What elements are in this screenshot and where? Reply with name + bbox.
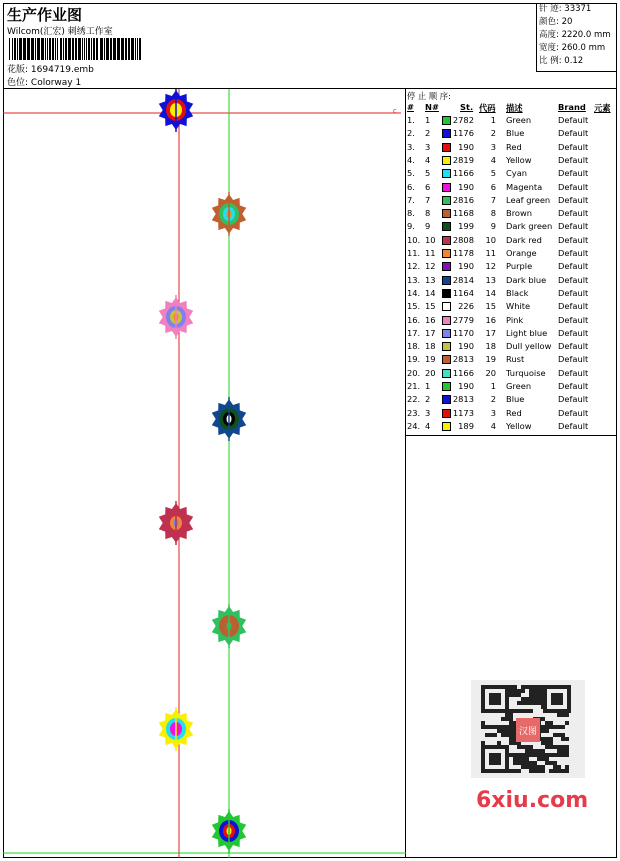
sequence-row <box>406 340 617 353</box>
row-code: 2 <box>490 394 496 405</box>
sequence-header <box>406 102 617 114</box>
stat-width: 宽度: 260.0 mm <box>539 43 606 53</box>
row-stitches: 2782 <box>452 115 474 125</box>
row-description: Green <box>506 115 532 125</box>
row-brand: Default <box>558 420 589 431</box>
row-index: 14. <box>407 287 421 298</box>
row-brand: Default <box>558 115 589 125</box>
row-index: 4. <box>407 154 415 165</box>
row-code: 7 <box>490 194 496 205</box>
col-header-st: St. <box>460 102 474 112</box>
sequence-row <box>406 141 617 154</box>
row-needle: 20 <box>425 367 436 378</box>
colorway-value: Colorway 1 <box>30 78 82 88</box>
row-brand: Default <box>558 261 589 272</box>
embroidery-motif <box>212 397 246 441</box>
sequence-row <box>406 287 617 300</box>
row-brand: Default <box>558 168 589 179</box>
embroidery-motif <box>159 295 193 339</box>
color-swatch <box>442 382 451 391</box>
sequence-row <box>406 300 617 313</box>
sequence-row <box>406 234 617 247</box>
row-index: 12. <box>407 261 421 272</box>
row-stitches: 226 <box>458 301 474 312</box>
row-description: Leaf green <box>506 194 551 205</box>
row-stitches: 190 <box>458 141 474 152</box>
row-description: Yellow <box>506 154 532 165</box>
row-needle: 9 <box>425 221 431 232</box>
row-stitches: 1168 <box>452 208 474 219</box>
design-preview-svg <box>3 89 406 858</box>
row-index: 13. <box>407 274 421 285</box>
row-index: 24. <box>407 420 421 431</box>
sequence-row <box>406 127 617 140</box>
row-description: Yellow <box>506 420 532 431</box>
row-index: 5. <box>407 168 415 179</box>
row-code: 5 <box>490 168 496 179</box>
row-description: Turquoise <box>506 367 546 378</box>
row-index: 18. <box>407 341 421 352</box>
colorway <box>7 75 81 88</box>
row-description: Dark red <box>506 234 542 245</box>
color-swatch <box>442 409 451 418</box>
row-needle: 1 <box>425 381 431 391</box>
row-code: 14 <box>485 287 496 298</box>
sequence-row <box>406 207 617 220</box>
row-code: 4 <box>490 154 496 165</box>
sequence-row <box>406 220 617 233</box>
color-swatch <box>442 156 451 165</box>
row-code: 13 <box>485 274 496 285</box>
row-needle: 3 <box>425 141 431 152</box>
color-swatch <box>442 249 451 258</box>
qr-code-image <box>471 680 585 778</box>
row-stitches: 2813 <box>452 354 474 365</box>
row-brand: Default <box>558 394 589 405</box>
row-description: Rust <box>506 354 525 365</box>
row-brand: Default <box>558 314 589 325</box>
row-code: 18 <box>485 341 496 352</box>
sequence-row <box>406 314 617 327</box>
row-stitches: 190 <box>458 341 474 352</box>
row-description: White <box>506 301 531 312</box>
row-index: 16. <box>407 314 421 325</box>
row-code: 20 <box>485 367 496 378</box>
row-brand: Default <box>558 287 589 298</box>
row-brand: Default <box>558 248 589 258</box>
row-stitches: 199 <box>458 221 474 232</box>
row-index: 17. <box>407 327 421 338</box>
row-code: 19 <box>485 354 496 365</box>
sequence-title: 停 止 顺 序: <box>407 91 451 101</box>
color-swatch <box>442 289 451 298</box>
row-stitches: 1178 <box>452 248 474 258</box>
row-brand: Default <box>558 381 589 391</box>
row-needle: 14 <box>425 287 436 298</box>
row-description: Brown <box>506 208 533 219</box>
color-swatch <box>442 316 451 325</box>
row-code: 8 <box>490 208 496 219</box>
stat-scale: 比 例: 0.12 <box>539 56 584 66</box>
row-description: Green <box>506 381 532 391</box>
row-description: Cyan <box>506 168 528 179</box>
row-code: 3 <box>490 407 496 418</box>
sequence-row <box>406 367 617 380</box>
design-file <box>7 62 94 75</box>
col-header-no: N# <box>425 102 439 112</box>
row-stitches: 1173 <box>452 407 474 418</box>
row-index: 11. <box>407 248 421 258</box>
page-title: 生产作业图 <box>7 6 83 24</box>
row-index: 1. <box>407 115 415 125</box>
sequence-row <box>406 353 617 366</box>
row-brand: Default <box>558 141 589 152</box>
row-stitches: 1164 <box>452 287 474 298</box>
row-stitches: 2813 <box>452 394 474 405</box>
col-header-brand: Brand <box>558 102 586 112</box>
stats-panel <box>536 3 617 72</box>
row-brand: Default <box>558 234 589 245</box>
row-description: Dark green <box>506 221 553 232</box>
row-index: 19. <box>407 354 421 365</box>
row-brand: Default <box>558 327 589 338</box>
stat-height: 高度: 2220.0 mm <box>539 30 611 40</box>
sequence-row <box>406 274 617 287</box>
row-needle: 8 <box>425 208 431 219</box>
row-description: Magenta <box>506 181 543 192</box>
row-description: Orange <box>506 248 537 258</box>
row-description: Red <box>506 407 522 418</box>
row-needle: 1 <box>425 115 431 125</box>
row-index: 8. <box>407 208 415 219</box>
row-stitches: 2819 <box>452 154 474 165</box>
color-swatch <box>442 143 451 152</box>
row-brand: Default <box>558 341 589 352</box>
sequence-row <box>406 407 617 420</box>
colorway-label: 色位: <box>7 78 29 88</box>
row-code: 2 <box>490 128 496 139</box>
row-code: 1 <box>490 115 496 125</box>
row-index: 15. <box>407 301 421 312</box>
row-index: 9. <box>407 221 415 232</box>
row-needle: 4 <box>425 420 431 431</box>
row-code: 10 <box>485 234 496 245</box>
row-needle: 2 <box>425 128 431 139</box>
design-label: 花版: <box>7 65 29 75</box>
sequence-row <box>406 167 617 180</box>
col-header-elem: 元素 <box>594 103 611 113</box>
sequence-row <box>406 181 617 194</box>
qr-badge-text: 汉图 <box>518 727 538 737</box>
row-needle: 19 <box>425 354 436 365</box>
stop-sequence-panel <box>406 89 617 436</box>
row-needle: 18 <box>425 341 436 352</box>
row-description: Light blue <box>506 327 548 338</box>
row-stitches: 2779 <box>452 314 474 325</box>
color-swatch <box>442 276 451 285</box>
row-stitches: 1166 <box>452 367 474 378</box>
sequence-row <box>406 194 617 207</box>
row-stitches: 190 <box>458 181 474 192</box>
row-description: Pink <box>506 314 524 325</box>
row-description: Purple <box>506 261 533 272</box>
sequence-row <box>406 380 617 393</box>
row-needle: 10 <box>425 234 436 245</box>
row-description: Dull yellow <box>506 341 552 352</box>
embroidery-motif <box>212 809 246 853</box>
color-swatch <box>442 236 451 245</box>
row-description: Blue <box>506 128 525 139</box>
row-stitches: 1166 <box>452 168 474 179</box>
color-swatch <box>442 342 451 351</box>
color-swatch <box>442 355 451 364</box>
row-index: 7. <box>407 194 415 205</box>
row-needle: 3 <box>425 407 431 418</box>
row-index: 20. <box>407 367 421 378</box>
row-needle: 4 <box>425 154 431 165</box>
row-code: 6 <box>490 181 496 192</box>
row-needle: 2 <box>425 394 431 405</box>
color-swatch <box>442 209 451 218</box>
row-code: 9 <box>490 221 496 232</box>
col-header-code: 代码 <box>479 103 496 113</box>
row-stitches: 189 <box>458 420 474 431</box>
row-needle: 17 <box>425 327 436 338</box>
row-brand: Default <box>558 301 589 312</box>
embroidery-motif <box>159 501 193 545</box>
sequence-row <box>406 393 617 406</box>
color-swatch <box>442 129 451 138</box>
color-swatch <box>442 422 451 431</box>
row-brand: Default <box>558 367 589 378</box>
design-preview <box>3 89 406 858</box>
row-stitches: 1170 <box>452 327 474 338</box>
row-stitches: 1176 <box>452 128 474 139</box>
color-swatch <box>442 196 451 205</box>
row-needle: 11 <box>425 248 436 258</box>
row-description: Black <box>506 287 529 298</box>
origin-marker: c <box>393 107 397 115</box>
row-description: Blue <box>506 394 525 405</box>
row-brand: Default <box>558 194 589 205</box>
row-needle: 15 <box>425 301 436 312</box>
row-brand: Default <box>558 274 589 285</box>
color-swatch <box>442 116 451 125</box>
stat-colors: 颜色: 20 <box>539 17 573 27</box>
watermark-text: 6xiu.com <box>476 788 589 813</box>
row-brand: Default <box>558 354 589 365</box>
row-code: 17 <box>485 327 496 338</box>
row-code: 12 <box>485 261 496 272</box>
row-needle: 6 <box>425 181 431 192</box>
row-needle: 12 <box>425 261 436 272</box>
row-description: Dark blue <box>506 274 547 285</box>
row-index: 10. <box>407 234 421 245</box>
row-needle: 13 <box>425 274 436 285</box>
row-code: 16 <box>485 314 496 325</box>
row-index: 22. <box>407 394 421 405</box>
sequence-row <box>406 154 617 167</box>
sequence-row <box>406 247 617 260</box>
row-stitches: 190 <box>458 381 474 391</box>
row-code: 15 <box>485 301 496 312</box>
row-stitches: 2808 <box>452 234 474 245</box>
design-value: 1694719.emb <box>30 65 94 75</box>
embroidery-motif <box>159 89 193 132</box>
color-swatch <box>442 302 451 311</box>
header <box>3 3 617 89</box>
embroidery-motif <box>212 604 246 648</box>
row-index: 21. <box>407 381 421 391</box>
col-header-desc: 描述 <box>506 103 523 113</box>
color-swatch <box>442 369 451 378</box>
row-brand: Default <box>558 407 589 418</box>
sequence-row <box>406 327 617 340</box>
row-needle: 7 <box>425 194 431 205</box>
sequence-row <box>406 114 617 127</box>
color-swatch <box>442 169 451 178</box>
row-index: 6. <box>407 181 415 192</box>
row-index: 2. <box>407 128 415 139</box>
row-code: 4 <box>490 420 496 431</box>
row-needle: 16 <box>425 314 436 325</box>
row-needle: 5 <box>425 168 431 179</box>
company-name: Wilcom(汇宏) 刺绣工作室 <box>7 27 113 37</box>
row-code: 3 <box>490 141 496 152</box>
color-swatch <box>442 395 451 404</box>
sequence-row <box>406 260 617 273</box>
barcode-image <box>9 38 144 60</box>
row-index: 23. <box>407 407 421 418</box>
color-swatch <box>442 329 451 338</box>
row-index: 3. <box>407 141 415 152</box>
row-stitches: 190 <box>458 261 474 272</box>
motif-group <box>159 89 246 853</box>
row-brand: Default <box>558 128 589 139</box>
stat-stitches: 针 迹: 33371 <box>539 4 592 14</box>
row-brand: Default <box>558 154 589 165</box>
sequence-row <box>406 420 617 433</box>
row-brand: Default <box>558 208 589 219</box>
color-swatch <box>442 183 451 192</box>
row-brand: Default <box>558 181 589 192</box>
row-description: Red <box>506 141 522 152</box>
row-stitches: 2814 <box>452 274 474 285</box>
embroidery-motif <box>159 707 193 751</box>
color-swatch <box>442 222 451 231</box>
row-code: 11 <box>485 248 496 258</box>
row-stitches: 2816 <box>452 194 474 205</box>
embroidery-motif <box>212 192 246 236</box>
qr-code <box>471 680 585 778</box>
row-code: 1 <box>490 381 496 391</box>
color-swatch <box>442 262 451 271</box>
col-header-idx: # <box>407 102 414 112</box>
row-brand: Default <box>558 221 589 232</box>
